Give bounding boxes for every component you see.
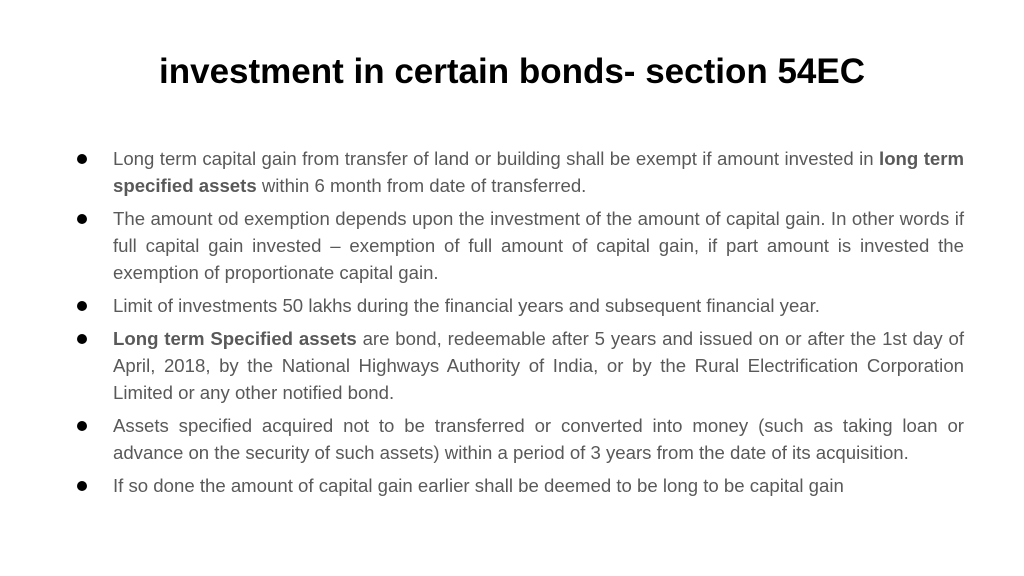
bullet-text-1-part-1: Long term capital gain from transfer of land or building shall be exempt if amount invested in [113, 148, 880, 169]
bullet-dot-icon [77, 481, 87, 491]
bullet-item-4 [66, 325, 964, 406]
bullet-item-3 [66, 292, 964, 319]
bullet-text-6-part-1: If so done the amount of capital gain earlier shall be deemed to be long to be capital gain [113, 475, 844, 496]
bullet-dot-icon [77, 301, 87, 311]
bullet-dot-icon [77, 334, 87, 344]
bullet-text-1-part-3: within 6 month from date of transferred. [256, 175, 587, 196]
bullet-dot-icon [77, 154, 87, 164]
slide-title: investment in certain bonds- section 54EC [159, 52, 865, 91]
bullet-text-4-part-1: Long term Specified assets [113, 328, 357, 349]
bullet-dot-icon [77, 214, 87, 224]
bullet-text-3-part-1: Limit of investments 50 lakhs during the financial years and subsequent financial year. [113, 295, 820, 316]
bullet-text-5-part-1: Assets specified acquired not to be transferred or converted into money (such as taking loan or advance on the security of such assets) within a period of 3 years from the date of its acquisition. [113, 415, 964, 463]
bullet-text-4-part-2: are bond, redeemable after 5 years and issued on or after the 1st day of April, 2018, by the National Highways Authority of India, or by the Rural Electrification Corporation Limited or any other notified bond. [113, 328, 965, 403]
bullet-item-2 [66, 205, 964, 286]
bullet-text-2-part-1: The amount od exemption depends upon the investment of the amount of capital gain. In other words if full capital gain invested – exemption of full amount of capital gain, if part amount is invested the exemption of proportionate capital gain. [113, 208, 964, 283]
bullet-item-5 [66, 412, 964, 466]
bullet-item-6 [66, 472, 964, 499]
bullet-item-1 [66, 145, 964, 199]
bullet-text-1-part-2: long term specified assets [113, 148, 964, 196]
bullet-list [66, 145, 964, 505]
bullet-dot-icon [77, 421, 87, 431]
